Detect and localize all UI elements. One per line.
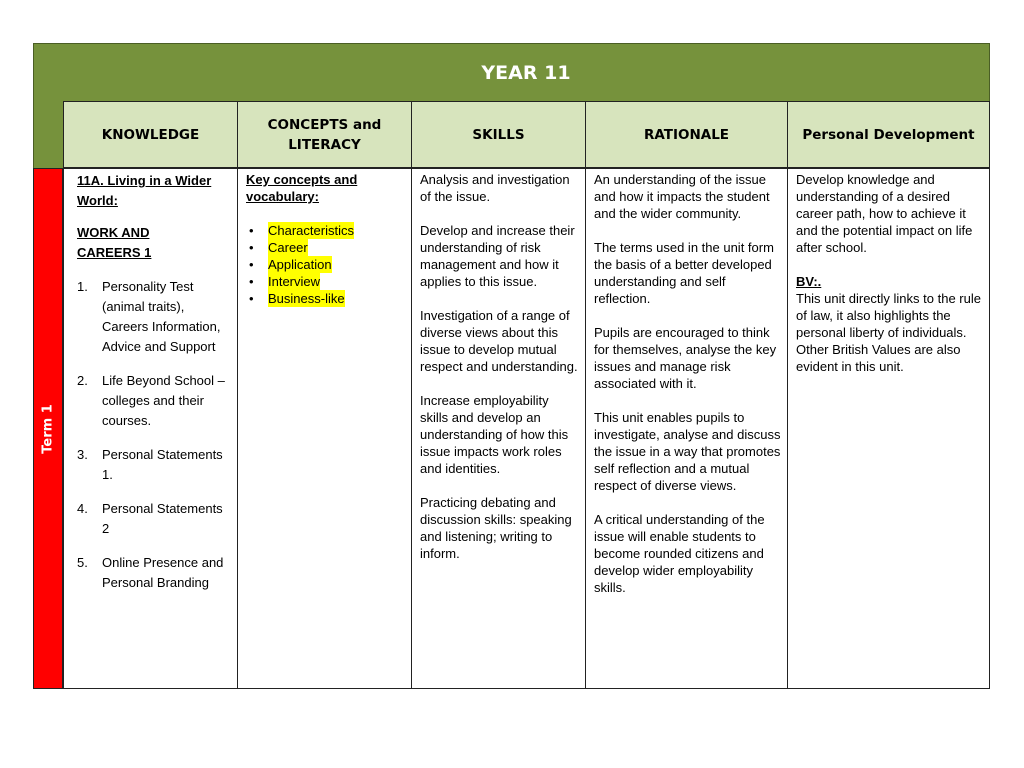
term-label: Term 1: [40, 403, 56, 454]
left-header-corner: [33, 43, 63, 168]
vocab-word: Career: [268, 240, 308, 255]
list-item: [246, 222, 405, 239]
topic-text: Online Presence and Personal Branding: [102, 555, 224, 590]
header-concepts: CONCEPTS and LITERACY: [237, 101, 412, 168]
list-item: [246, 273, 405, 290]
unit-title: 11A. Living in a Wider World:: [77, 173, 212, 208]
list-item: [246, 290, 405, 307]
vocab-word: Business-like: [268, 291, 345, 306]
rationale-paragraph: An understanding of the issue and how it impacts the student and the wider community.: [594, 172, 774, 221]
skills-cell: [411, 168, 586, 689]
list-item: [77, 499, 231, 539]
rationale-paragraph: This unit enables pupils to investigate, analyse and discuss the issue in a way that promotes self reflection and a mutual respect of diverse views.: [594, 410, 785, 493]
list-item: [246, 239, 405, 256]
bullet-icon: •: [249, 240, 254, 255]
topic-number: 1.: [77, 279, 88, 294]
topic-number: 2.: [77, 373, 88, 388]
term-cell: [33, 168, 63, 689]
topic-number: 5.: [77, 555, 88, 570]
skills-paragraph: Increase employability skills and develop an understanding of how this issue impacts work roles and identities.: [420, 393, 572, 476]
skills-paragraph: Analysis and investigation of the issue.: [420, 172, 574, 204]
rationale-paragraph: A critical understanding of the issue will enable students to become rounded citizens and develop wider employability skills.: [594, 512, 769, 595]
bullet-icon: •: [249, 274, 254, 289]
skills-paragraph: Develop and increase their understanding of risk management and how it applies to this issue.: [420, 223, 579, 289]
rationale-cell: [585, 168, 788, 689]
vocab-word: Interview: [268, 274, 321, 289]
topic-text: Personality Test (animal traits), Careers Information, Advice and Support: [102, 279, 221, 354]
pd-intro: Develop knowledge and understanding of a desired career path, how to achieve it and the potential impact on life after school.: [796, 172, 976, 255]
topic-text: Personal Statements 1.: [102, 447, 223, 482]
list-item: [77, 371, 231, 431]
topic-number: 3.: [77, 447, 88, 462]
bv-heading: BV:.: [796, 274, 822, 289]
knowledge-cell: [63, 168, 238, 689]
rationale-paragraph: Pupils are encouraged to think for themselves, analyse the key issues and manage risk associated with it.: [594, 325, 780, 391]
header-personal-development: Personal Development: [787, 101, 990, 168]
skills-paragraph: Investigation of a range of diverse views about this issue to develop mutual respect and understanding.: [420, 308, 578, 374]
topic-text: Life Beyond School – colleges and their courses.: [102, 373, 225, 428]
list-item: [77, 553, 231, 593]
header-rationale: RATIONALE: [585, 101, 788, 168]
bullet-icon: •: [249, 257, 254, 272]
bullet-icon: •: [249, 291, 254, 306]
list-item: [246, 256, 405, 273]
bullet-icon: •: [249, 223, 254, 238]
concepts-heading: Key concepts and vocabulary:: [246, 172, 358, 204]
vocab-word: Application: [268, 257, 332, 272]
year-title-bar: [63, 43, 990, 101]
list-item: [77, 445, 231, 485]
topic-list: [77, 277, 231, 593]
list-item: [77, 277, 231, 357]
topic-number: 4.: [77, 501, 88, 516]
header-skills: SKILLS: [411, 101, 586, 168]
unit-subtitle: WORK AND CAREERS 1: [77, 225, 152, 260]
vocabulary-list: [246, 222, 405, 307]
topic-text: Personal Statements 2: [102, 501, 223, 536]
rationale-paragraph: The terms used in the unit form the basis of a better developed understanding and self reflection.: [594, 240, 778, 306]
header-knowledge: KNOWLEDGE: [63, 101, 238, 168]
skills-paragraph: Practicing debating and discussion skills: speaking and listening; writing to inform.: [420, 495, 576, 561]
year-title: YEAR 11: [481, 61, 571, 84]
vocab-word: Characteristics: [268, 223, 354, 238]
concepts-cell: [237, 168, 412, 689]
bv-text: This unit directly links to the rule of law, it also highlights the personal liberty of individuals. Other British Values are also evident in this unit.: [796, 291, 981, 374]
personal-development-cell: [787, 168, 990, 689]
